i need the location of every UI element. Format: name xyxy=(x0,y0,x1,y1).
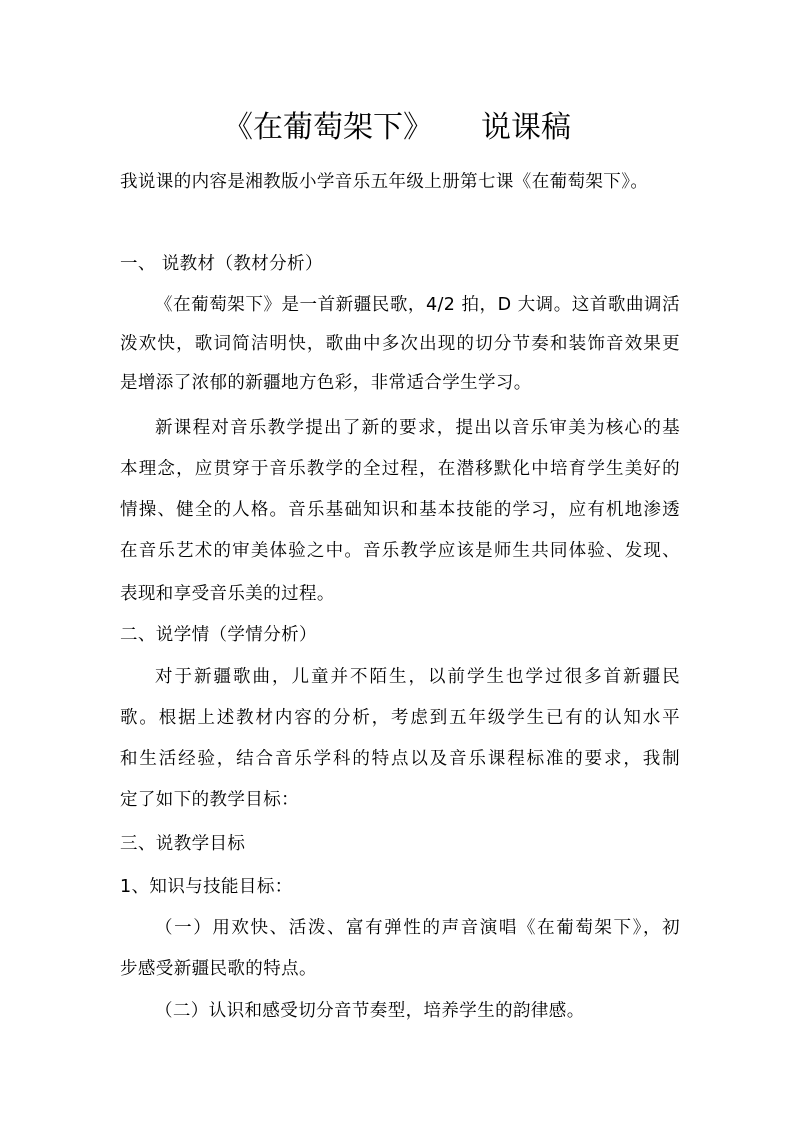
title-sub: 说课稿 xyxy=(481,110,571,145)
paragraph-line: 是增添了浓郁的新疆地方色彩，非常适合学生学习。 xyxy=(120,373,532,393)
paragraph-line: 在音乐艺术的审美体验之中。音乐教学应该是师生共同体验、发现、 xyxy=(120,541,680,561)
intro-text: 我说课的内容是湘教版小学音乐五年级上册第七课《在葡萄架下》。 xyxy=(120,172,649,192)
paragraph-line: 新课程对音乐教学提出了新的要求，提出以音乐审美为核心的基 xyxy=(155,418,680,438)
section-heading-textbook: 一、 说教材（教材分析） xyxy=(120,254,323,274)
goal-line: （二）认识和感受切分音节奏型，培养学生的韵律感。 xyxy=(155,1001,585,1021)
paragraph-line: 《在葡萄架下》是一首新疆民歌，4/2 拍，D 大调。这首歌曲调活 xyxy=(155,295,680,315)
paragraph-line: 表现和享受音乐美的过程。 xyxy=(120,584,335,604)
paragraph-line: 歌。根据上述教材内容的分析，考虑到五年级学生已有的认知水平 xyxy=(120,708,680,728)
paragraph-line: 泼欢快，歌词简洁明快，歌曲中多次出现的切分节奏和装饰音效果更 xyxy=(120,334,680,354)
paragraph-line: 和生活经验，结合音乐学科的特点以及音乐课程标准的要求，我制 xyxy=(120,749,680,769)
paragraph-line: 定了如下的教学目标： xyxy=(120,790,299,810)
subsection-heading-skills: 1、知识与技能目标： xyxy=(120,877,293,897)
goal-line: （一）用欢快、活泼、富有弹性的声音演唱《在葡萄架下》，初 xyxy=(155,918,680,938)
document-title xyxy=(0,100,794,156)
paragraph-line: 对于新疆歌曲，儿童并不陌生，以前学生也学过很多首新疆民 xyxy=(155,667,680,687)
goal-line: 步感受新疆民歌的特点。 xyxy=(120,959,317,979)
paragraph-line: 情操、健全的人格。音乐基础知识和基本技能的学习，应有机地渗透 xyxy=(120,500,680,520)
section-heading-goals: 三、说教学目标 xyxy=(120,834,246,854)
paragraph-line: 本理念，应贯穿于音乐教学的全过程，在潜移默化中培育学生美好的 xyxy=(120,459,680,479)
section-heading-learners: 二、说学情（学情分析） xyxy=(120,625,317,645)
title-main: 《在葡萄架下》 xyxy=(223,110,433,145)
